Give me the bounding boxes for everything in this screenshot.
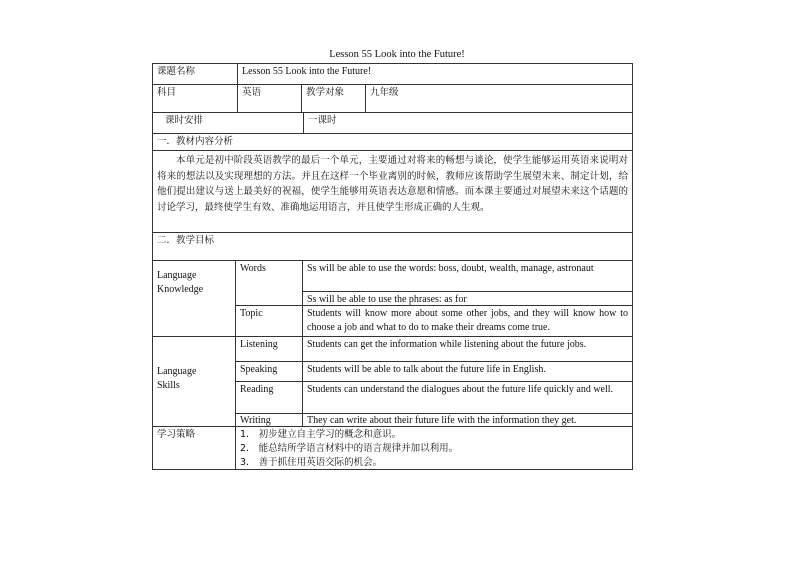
schedule-row [152,112,633,133]
language-knowledge-label-line2: Knowledge [157,284,204,295]
language-skills-label-line1: Language [157,366,197,377]
course-name-row [152,63,633,84]
words-block [236,261,632,305]
subject-row [152,84,633,112]
topic-label: Topic [240,308,263,319]
language-skills-label-line2: Skills [157,380,180,391]
speaking-text: Students will be able to talk about the future life in English. [302,362,632,382]
section2-heading-row [152,232,633,260]
reading-label: Reading [240,384,274,395]
document-title: Lesson 55 Look into the Future! [329,49,465,60]
listening-text: Students can get the information while listening about the future jobs. [302,337,632,361]
topic-text: Students will know more about some other jobs, and they will know how to choose a job and what to do to make their dreams come true. [302,306,632,336]
strategy-list [235,427,632,469]
audience-value: 九年级 [365,85,632,112]
schedule-label: 课时安排 [165,115,204,126]
strategy-label: 学习策略 [157,429,196,440]
words-text-1: Ss will be able to use the words: boss, doubt, wealth, manage, astronaut [307,263,594,274]
course-name-label: 课题名称 [157,66,196,77]
strategy-item: 2. 能总结所学语言材料中的语言规律并加以利用。 [240,443,459,454]
strategy-item: 1. 初步建立自主学习的概念和意识。 [240,429,402,440]
listening-label: Listening [240,339,278,350]
words-text-2: Ss will be able to use the phrases: as for [303,291,632,305]
section1-body-row [152,150,633,232]
language-knowledge-row [152,260,633,336]
section1-heading-row [152,133,633,150]
speaking-label: Speaking [240,364,278,375]
subject-label: 科目 [157,87,177,98]
language-skills-label [153,337,235,426]
reading-block [236,381,632,414]
section2-heading: 二．教学目标 [157,235,215,246]
language-knowledge-label [153,261,235,336]
writing-block [236,413,632,426]
schedule-value: 一课时 [303,113,632,133]
topic-block [236,305,632,336]
reading-text: Students can understand the dialogues about the future life quickly and well. [302,382,632,414]
strategy-row [152,426,633,470]
language-knowledge-label-line1: Language [157,270,197,281]
section1-heading: 一．教材内容分析 [157,136,234,147]
audience-label: 教学对象 [301,85,365,112]
subject-value: 英语 [237,85,301,112]
speaking-block [236,361,632,382]
skills-detail [235,337,632,426]
strategy-item: 3. 善于抓住用英语交际的机会。 [240,457,383,468]
knowledge-detail [235,261,632,336]
lesson-plan-table [152,63,633,470]
words-label: Words [240,263,266,274]
writing-label: Writing [240,415,271,426]
listening-block [236,337,632,361]
course-name-value: Lesson 55 Look into the Future! [237,64,632,84]
words-content [302,261,632,305]
language-skills-row [152,336,633,426]
section1-body: 本单元是初中阶段英语教学的最后一个单元，主要通过对将来的畅想与谈论，使学生能够运用英语来说明对将来的想法以及实现理想的方法。并且在这样一个毕业离别的时候，教师应该帮助学生展望未来、制定计划，给他们提出建议与送上最美好的祝福，使学生能够用英语表达意愿和情感。而本课主要通过对展望未来这个话题的讨论学习，最终使学生有效、准确地运用语言，并且使学生形成正确的人生观。 [157,155,628,213]
writing-text: They can write about their future life with the information they get. [302,414,632,426]
